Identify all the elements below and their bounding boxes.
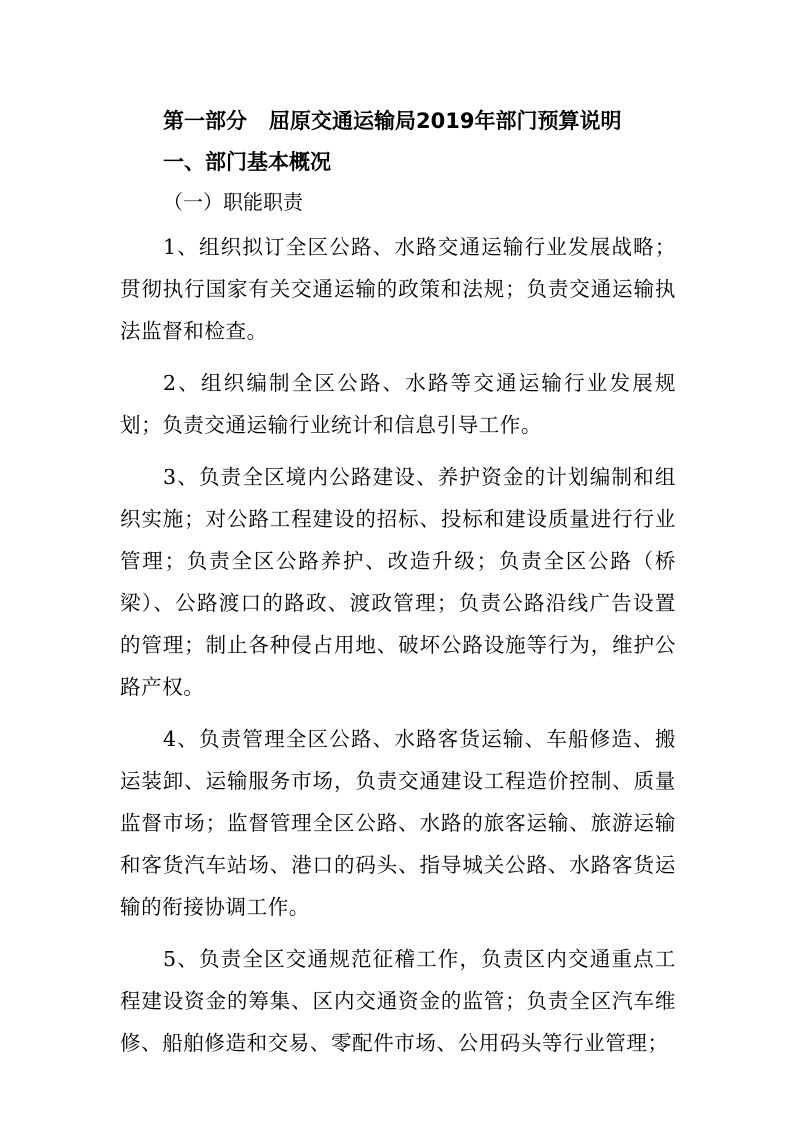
- title-part: 第一部分: [163, 109, 247, 133]
- sub-heading: （一）职能职责: [163, 190, 303, 214]
- document-body: [120, 226, 676, 1074]
- paragraph-4: 4、负责管理全区公路、水路客货运输、车船修造、搬运装卸、运输服务市场，负责交通建设工程造价控制、质量监督市场；监督管理全区公路、水路的旅客运输、旅游运输和客货汽车站场、港口的码头、指导城关公路、水路客货运输的衔接协调工作。: [120, 727, 676, 919]
- paragraph-1: 1、组织拟订全区公路、水路交通运输行业发展战略；贯彻执行国家有关交通运输的政策和法规；负责交通运输执法监督和检查。: [120, 235, 676, 343]
- title-main: 屈原交通运输局2019年部门预算说明: [269, 109, 622, 133]
- paragraph-2: 2、组织编制全区公路、水路等交通运输行业发展规划；负责交通运输行业统计和信息引导工作。: [120, 371, 676, 437]
- document-title: [163, 106, 621, 136]
- paragraph-3: 3、负责全区境内公路建设、养护资金的计划编制和组织实施；对公路工程建设的招标、投标和建设质量进行行业管理；负责全区公路养护、改造升级；负责全区公路（桥梁）、公路渡口的路政、渡政管理；负责公路沿线广告设置的管理；制止各种侵占用地、破坏公路设施等行为，维护公路产权。: [120, 465, 676, 699]
- paragraph-5: 5、负责全区交通规范征稽工作，负责区内交通重点工程建设资金的筹集、区内交通资金的监管；负责全区汽车维修、船舶修造和交易、零配件市场、公用码头等行业管理；: [120, 947, 676, 1055]
- section-heading: 一、部门基本概况: [163, 150, 331, 174]
